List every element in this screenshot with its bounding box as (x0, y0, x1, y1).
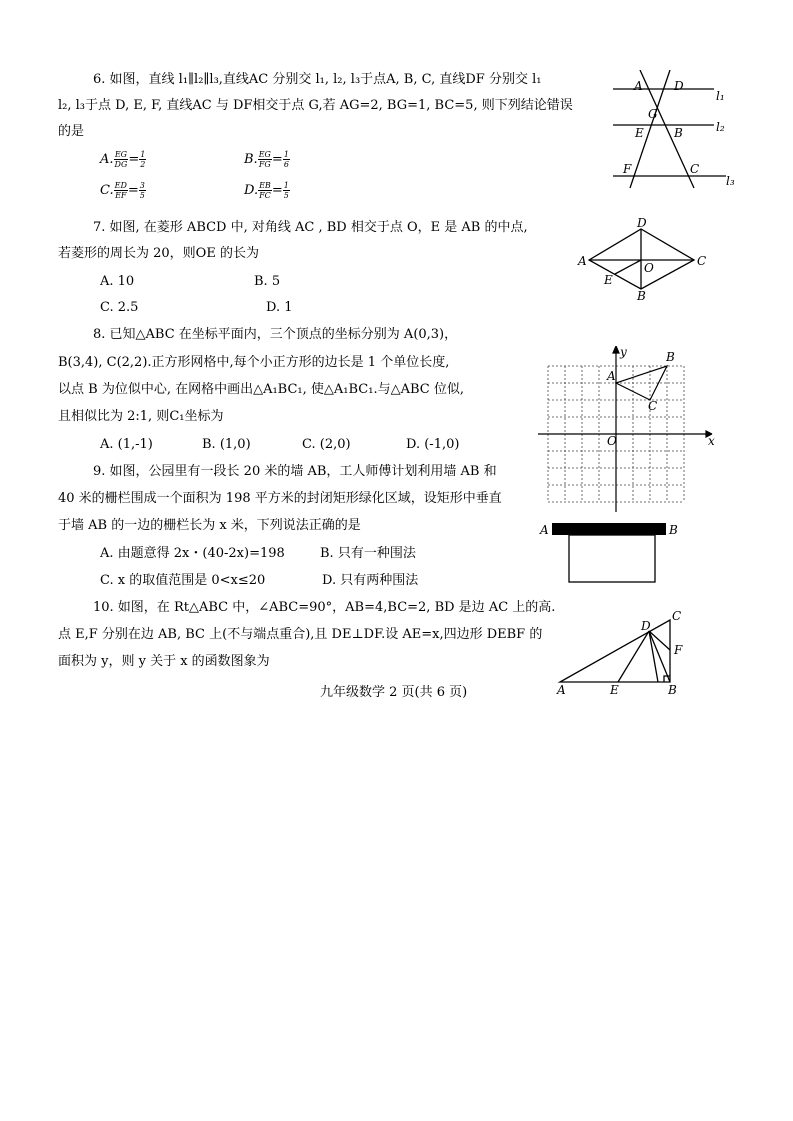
label-a: A (607, 369, 616, 383)
triangle-abc (560, 620, 670, 682)
label-d: D (674, 79, 684, 93)
q9-option-d[interactable]: D. 只有两种围法 (322, 573, 419, 588)
label-a: A (634, 79, 643, 93)
label-o: O (607, 434, 617, 448)
label-c: C (672, 609, 682, 623)
q8-option-a[interactable]: A. (1,-1) (100, 437, 153, 452)
label-c: C (690, 162, 700, 176)
q8-line1: 8. 已知△ABC 在坐标平面内，三个顶点的坐标分别为 A(0,3)， (93, 327, 458, 342)
label-l1: l₁ (716, 89, 725, 103)
q8-coordinate-grid-figure (536, 346, 718, 514)
q7-option-b[interactable]: B. 5 (254, 274, 281, 289)
label-b: B (668, 683, 677, 697)
fence-rectangle (569, 535, 655, 582)
q7-option-c[interactable]: C. 2.5 (100, 300, 139, 315)
q9-option-a[interactable]: A. 由题意得 2x・(40-2x)=198 (100, 546, 285, 561)
q9-line2: 40 米的栅栏围成一个面积为 198 平方米的封闭矩形绿化区域，设矩形中垂直 (58, 491, 502, 506)
q8-line4: 且相似比为 2:1, 则C₁坐标为 (58, 409, 224, 424)
label-c: C (697, 254, 707, 268)
q9-option-c[interactable]: C. x 的取值范围是 0<x≤20 (100, 573, 266, 588)
option-letter: D. (244, 183, 259, 198)
y-axis-arrow (613, 346, 619, 353)
q8-option-d[interactable]: D. (-1,0) (406, 437, 460, 452)
label-a: A (557, 683, 566, 697)
q6-line2: l₂, l₃于点 D, E, F, 直线AC 与 DF相交于点 G,若 AG=2, BG=1, BC=5, 则下列结论错误 (58, 98, 573, 113)
label-d: D (637, 216, 647, 230)
label-l2: l₂ (716, 120, 725, 134)
label-c: C (648, 399, 658, 413)
q7-line1: 7. 如图, 在菱形 ABCD 中, 对角线 AC , BD 相交于点 O，E 是 AB 的中点, (93, 220, 528, 235)
label-b: B (669, 523, 678, 537)
q7-line2: 若菱形的周长为 20，则OE 的长为 (58, 246, 259, 261)
label-g: G (648, 107, 658, 121)
label-b: B (666, 350, 675, 364)
q10-line3: 面积为 y，则 y 关于 x 的函数图象为 (58, 654, 270, 669)
segment-oe (615, 260, 641, 274)
q9-line3: 于墙 AB 的一边的栅栏长为 x 米，下列说法正确的是 (58, 518, 361, 533)
label-a: A (540, 523, 549, 537)
q6-option-d[interactable]: D. $\frac{EB}{FC}$ = $\frac{1}{5}$ (244, 181, 289, 200)
q6-line3: 的是 (58, 124, 85, 139)
q6-parallel-lines-figure (608, 70, 738, 190)
label-x: x (708, 434, 715, 448)
label-e: E (610, 683, 619, 697)
q6-option-c[interactable]: C. $\frac{ED}{EF}$ = $\frac{3}{5}$ (100, 181, 145, 200)
q7-option-d[interactable]: D. 1 (266, 300, 293, 315)
q9-option-b[interactable]: B. 只有一种围法 (320, 546, 416, 561)
label-y: y (620, 346, 627, 359)
q6-line1: 6. 如图，直线 l₁∥l₂∥l₃,直线AC 分别交 l₁, l₂, l₃于点A, B, C, 直线DF 分别交 l₁ (93, 72, 542, 87)
q8-line2: B(3,4), C(2,2).正方形网格中,每个小正方形的边长是 1 个单位长度, (58, 355, 450, 370)
page-footer: 九年级数学 2 页(共 6 页) (320, 685, 468, 700)
label-b: B (637, 289, 646, 303)
option-letter: C. (100, 183, 114, 198)
option-letter: B. (244, 152, 258, 167)
q9-line1: 9. 如图，公园里有一段长 20 米的墙 AB，工人师傅计划利用墙 AB 和 (93, 464, 497, 479)
label-d: D (641, 619, 651, 633)
label-a: A (578, 254, 587, 268)
q10-triangle-figure (555, 606, 691, 698)
altitude-bd (649, 631, 670, 682)
label-l3: l₃ (726, 174, 735, 188)
label-o: O (644, 261, 654, 275)
q8-option-c[interactable]: C. (2,0) (302, 437, 351, 452)
label-f: F (623, 162, 632, 176)
q6-option-a[interactable]: A. $\frac{EG}{DG}$ = $\frac{1}{2}$ (100, 150, 146, 169)
q10-line2: 点 E,F 分别在边 AB, BC 上(不与端点重合),且 DE⊥DF.设 AE=x,四边形 DEBF 的 (58, 627, 543, 642)
label-e: E (635, 126, 644, 140)
wall-ab (552, 523, 666, 535)
q10-line1: 10. 如图，在 Rt△ABC 中，∠ABC=90°，AB=4,BC=2, BD 是边 AC 上的高. (93, 600, 556, 615)
q8-option-b[interactable]: B. (1,0) (202, 437, 251, 452)
line-ac (640, 70, 694, 188)
label-e: E (604, 273, 613, 287)
q8-line3: 以点 B 为位似中心, 在网格中画出△A₁BC₁, 使△A₁BC₁.与△ABC 位似, (58, 382, 464, 397)
option-letter: A. (100, 152, 114, 167)
q6-option-b[interactable]: B. $\frac{EG}{FG}$ = $\frac{1}{6}$ (244, 150, 289, 169)
label-f: F (674, 643, 683, 657)
segment-de (618, 631, 649, 682)
q7-rhombus-figure (574, 216, 714, 306)
label-b: B (674, 126, 683, 140)
q9-wall-figure (536, 518, 686, 586)
q7-option-a[interactable]: A. 10 (100, 274, 135, 289)
